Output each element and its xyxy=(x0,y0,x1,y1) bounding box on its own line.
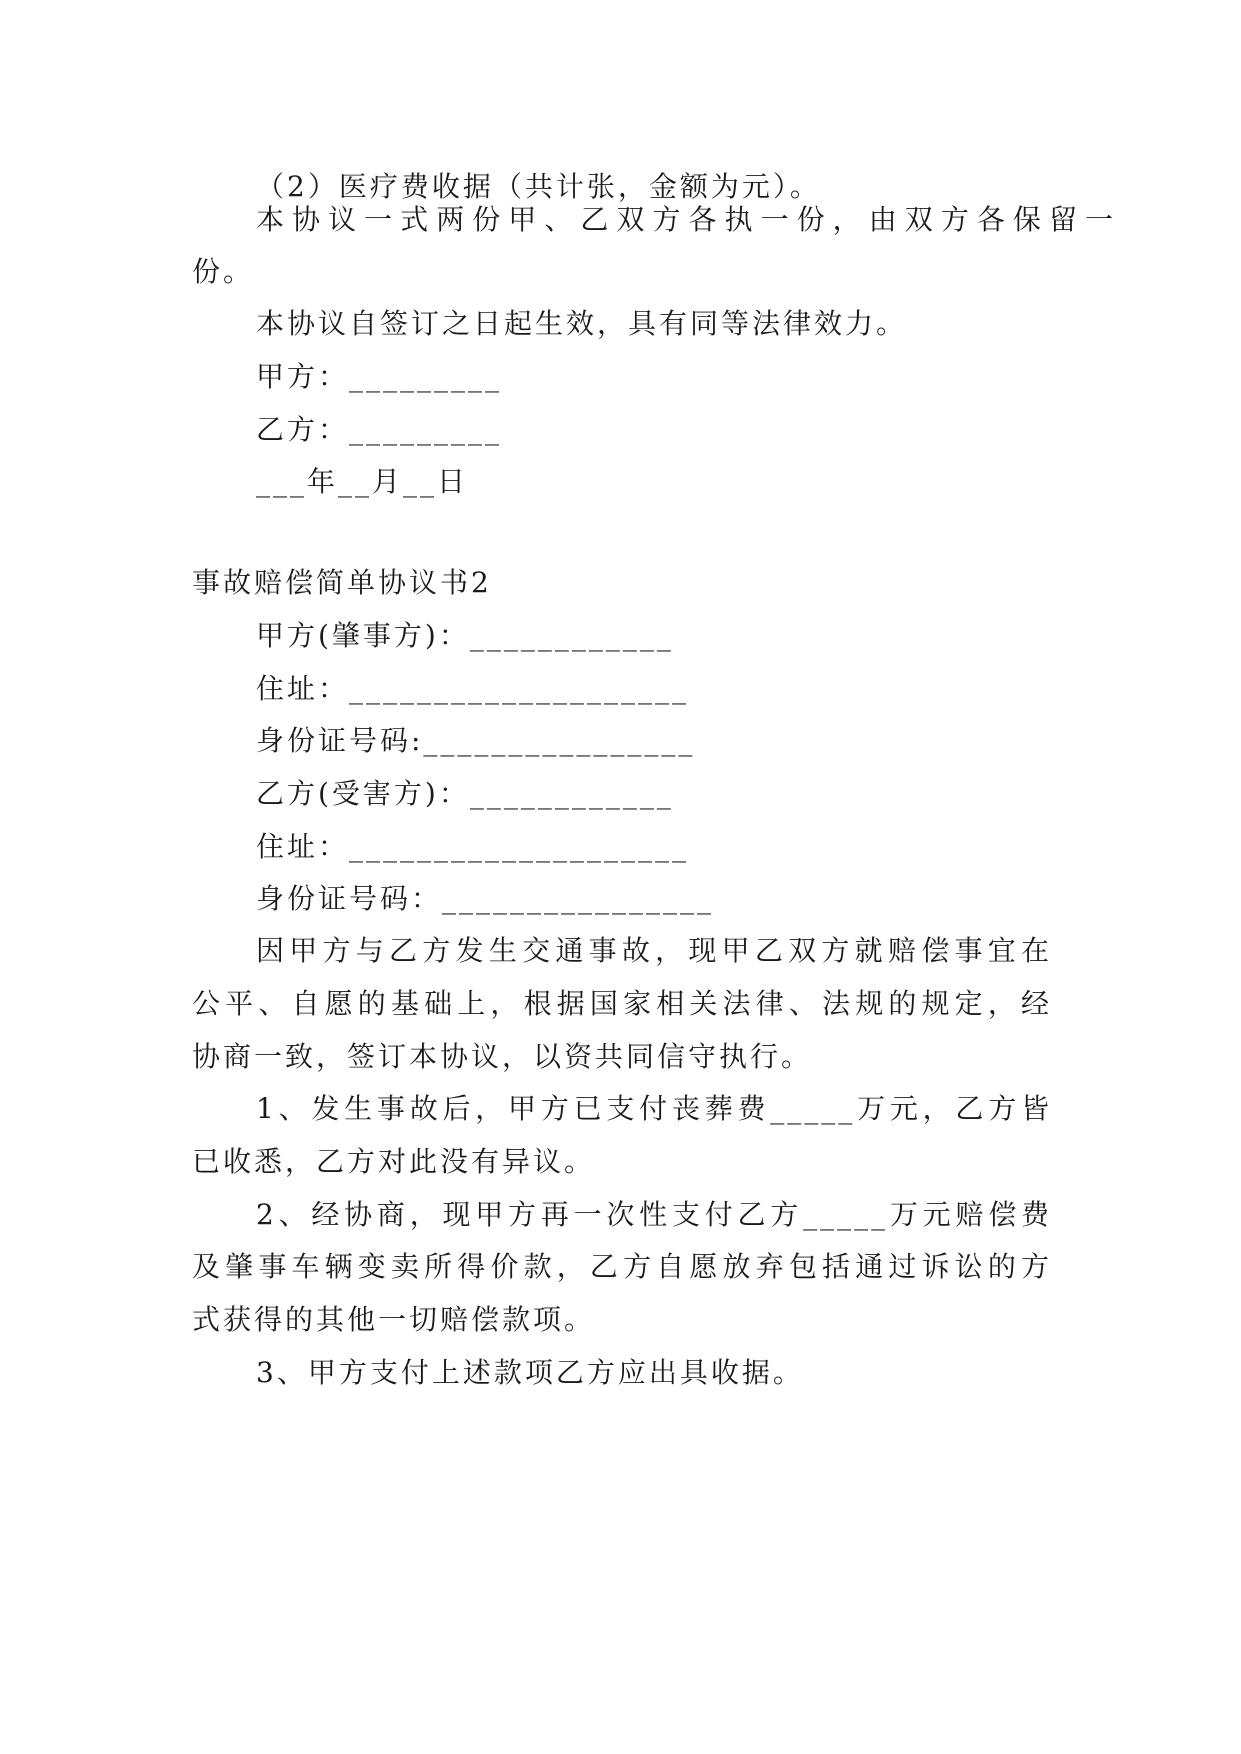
date-line: ___年__月__日 xyxy=(256,465,469,498)
preamble-line-2: 公平、自愿的基础上，根据国家相关法律、法规的规定，经 xyxy=(192,987,1052,1020)
preamble-line-3: 协商一致，签订本协议，以资共同信守执行。 xyxy=(192,1040,813,1073)
clause-2-line-3: 式获得的其他一切赔偿款项。 xyxy=(192,1303,596,1336)
copies-clause-line-1: 本协议一式两份甲、乙双方各执一份，由双方各保留一 xyxy=(256,203,1116,236)
party-b-signature: 乙方：_________ xyxy=(256,413,503,446)
clause-2-line-1: 2、经协商，现甲方再一次性支付乙方_____万元赔偿费 xyxy=(256,1198,1052,1231)
copies-clause-line-2: 份。 xyxy=(192,255,255,288)
clause-1-line-1: 1、发生事故后，甲方已支付丧葬费_____万元，乙方皆 xyxy=(256,1092,1052,1125)
party-a-name-field: 甲方(肇事方)：____________ xyxy=(256,619,674,652)
clause-3-line-1: 3、甲方支付上述款项乙方应出具收据。 xyxy=(256,1356,804,1389)
preamble-line-1: 因甲方与乙方发生交通事故，现甲乙双方就赔偿事宜在 xyxy=(256,934,1052,967)
section-title: 事故赔偿简单协议书2 xyxy=(192,566,492,599)
party-a-address-field: 住址：____________________ xyxy=(256,672,690,705)
medical-receipt-line: （2）医疗费收据（共计张，金额为元）。 xyxy=(256,170,821,203)
party-b-address-field: 住址：____________________ xyxy=(256,830,690,863)
party-b-id-field: 身份证号码：________________ xyxy=(256,882,715,915)
party-b-name-field: 乙方(受害方)：____________ xyxy=(256,777,674,810)
clause-2-line-2: 及肇事车辆变卖所得价款，乙方自愿放弃包括通过诉讼的方 xyxy=(192,1250,1052,1283)
party-a-signature: 甲方：_________ xyxy=(256,360,503,393)
effective-clause: 本协议自签订之日起生效，具有同等法律效力。 xyxy=(256,307,908,340)
clause-1-line-2: 已收悉，乙方对此没有异议。 xyxy=(192,1145,596,1178)
party-a-id-field: 身份证号码:________________ xyxy=(256,724,696,757)
